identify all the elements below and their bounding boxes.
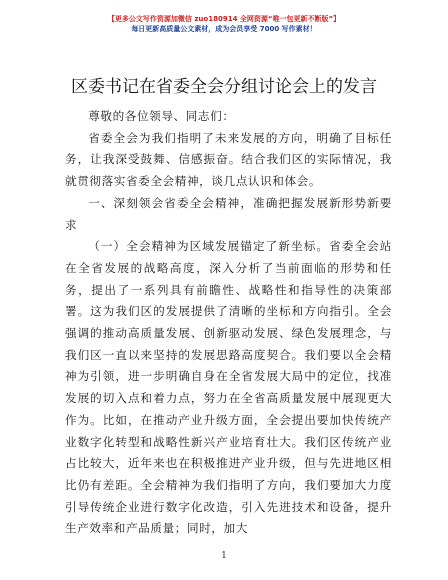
paragraph-1-1: （一）全会精神为区域发展锚定了新坐标。省委全会站在全省发展的战略高度，深入分析了当前面临的形势和任务，提出了一系列具有前瞻性、战略性和指导性的决策部署。这为我们区的发展提供了清晰的坐标和方向指引。全会强调的推动高质量发展、创新驱动发展、绿色发展理念，与我们区一直以来坚持的发展思路高度契合。我们要以全会精神为引领，进一步明确自身在全省发展大局中的定位，找准发展的切入点和着力点，努力在全省高质量发展中展现更大作为。比如，在推动产业升级方面，全会提出要加快传统产业数字化转型和战略性新兴产业培育壮大。我们区传统产业占比较大，近年来也在积极推进产业升级，但与先进地区相比仍有差距。全会精神为我们指明了方向，我们要加大力度引导传统企业进行数字化改造，引入先进技术和设备，提升生产效率和产品质量；同时，加大 <box>65 239 392 536</box>
paragraph-intro: 省委全会为我们指明了未来发展的方向，明确了目标任务，让我深受鼓舞、信感振奋。结合我们区的实际情况，我就贯彻落实省委全会精神，谈几点认识和体会。 <box>65 130 392 189</box>
document-body <box>65 106 392 540</box>
banner-line-2: 每日更新高质量公文素材，成为会员享受 7000 写作素材！ <box>131 25 317 33</box>
section-heading-1: 一、深刻领会省委全会精神，准确把握发展新形势新要求 <box>65 195 392 232</box>
header-banner <box>0 14 448 34</box>
banner-line-1: 【更多公文写作资源加微信 zuo180914 全网资源“唯一包更新不断版”】 <box>107 15 341 23</box>
document-title: 区委书记在省委全会分组讨论会上的发言 <box>71 77 377 97</box>
page-number: 1 <box>221 551 227 561</box>
salutation: 尊敬的各位领导、同志们： <box>88 109 235 123</box>
